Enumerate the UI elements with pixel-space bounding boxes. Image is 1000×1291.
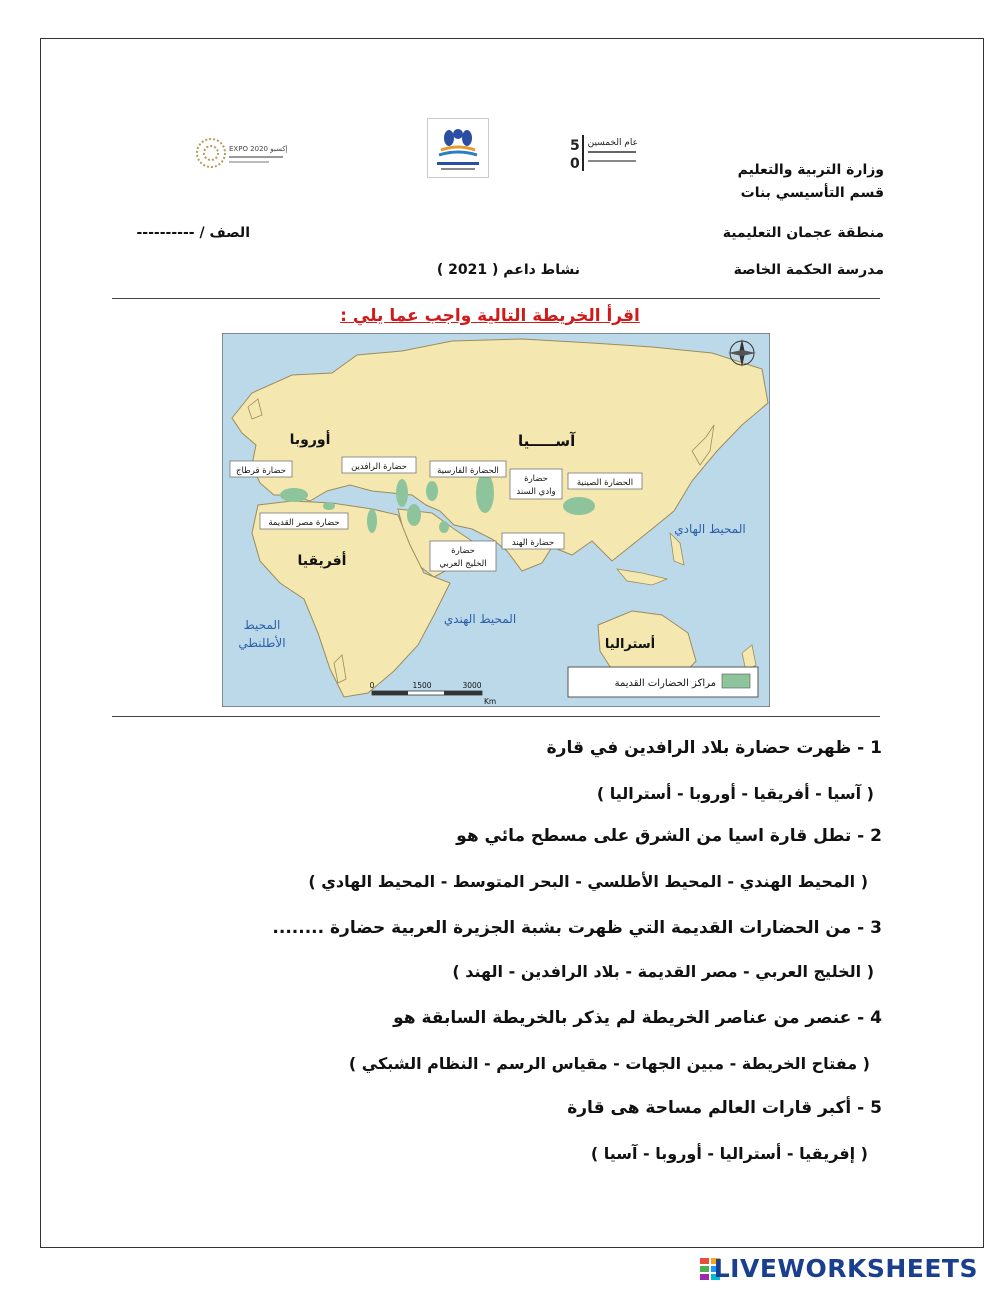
svg-text:المحيط الهندي: المحيط الهندي — [443, 612, 517, 626]
box-india — [502, 533, 564, 549]
expo-2020-logo — [195, 136, 295, 172]
options-2[interactable]: ( المحيط الهندي - المحيط الأطلسي - البحر المتوسط - المحيط الهادي ) — [308, 872, 868, 891]
box-indus — [510, 469, 562, 499]
activity-label: نشاط داعم ( 2021 ) — [436, 262, 580, 278]
question-2: 2 - تطل قارة اسيا من الشرق على مسطح مائي هو — [456, 826, 882, 846]
svg-text:5: 5 — [570, 138, 580, 154]
school-name: مدرسة الحكمة الخاصة — [733, 262, 884, 278]
box-gulf — [430, 541, 496, 571]
box-persia — [430, 461, 506, 477]
svg-text:Km: Km — [484, 697, 497, 706]
class-field: الصف / ---------- — [136, 225, 250, 241]
ministry-name: وزارة التربية والتعليم — [737, 162, 884, 178]
department-name: قسم التأسيسي بنات — [740, 185, 884, 201]
svg-text:حضارة: حضارة — [451, 546, 475, 556]
svg-text:0: 0 — [369, 681, 375, 690]
question-5: 5 - أكبر قارات العالم مساحة هى قارة — [567, 1098, 882, 1118]
svg-text:0: 0 — [570, 156, 580, 172]
civ-center-china — [563, 497, 595, 515]
civ-center-persia — [426, 481, 438, 501]
svg-text:المحيط: المحيط — [243, 618, 281, 632]
options-5[interactable]: ( إفريقيا - أستراليا - أوروبا - آسيا ) — [590, 1144, 868, 1163]
label-atlantic-1 — [244, 618, 281, 632]
svg-text:آســـــيا: آســـــيا — [518, 432, 576, 450]
svg-text:مراكز الحضارات القديمة: مراكز الحضارات القديمة — [614, 678, 716, 689]
svg-text:أفريقيا: أفريقيا — [297, 553, 347, 569]
question-3: 3 - من الحضارات القديمة التي ظهرت بشبة الجزيرة العربية حضارة ........ — [272, 918, 882, 938]
school-logo — [427, 118, 489, 178]
svg-text:أوروبا: أوروبا — [289, 432, 331, 448]
civ-center-mesopotamia — [396, 479, 408, 507]
question-1: 1 - ظهرت حضارة بلاد الرافدين في قارة — [546, 738, 882, 758]
box-carthage — [230, 461, 292, 477]
map-divider — [112, 716, 880, 717]
fifty-logo-text: عام الخمسين — [587, 138, 638, 148]
svg-text:1500: 1500 — [412, 681, 432, 690]
svg-text:المحيط الهادي: المحيط الهادي — [674, 522, 746, 536]
question-4: 4 - عنصر من عناصر الخريطة لم يذكر بالخريطة السابقة هو — [393, 1008, 882, 1028]
box-mesopotamia — [342, 457, 416, 473]
instruction-title: اقرأ الخريطة التالية واجب عما يلي : — [340, 306, 640, 326]
svg-text:الأطلنطي: الأطلنطي — [238, 636, 286, 650]
svg-text:الخليج العربي: الخليج العربي — [439, 559, 487, 569]
svg-text:حضارة الرافدين: حضارة الرافدين — [351, 462, 407, 472]
liveworksheets-brand: LIVEWORKSHEETS — [713, 1254, 978, 1283]
civ-center-egypt — [367, 509, 377, 533]
svg-text:وادي السند: وادي السند — [516, 487, 556, 497]
svg-text:حضارة مصر القديمة: حضارة مصر القديمة — [268, 518, 340, 528]
map-legend — [568, 667, 758, 697]
year-of-fifty-logo — [568, 133, 640, 173]
ancient-civilizations-map — [222, 333, 770, 707]
label-africa — [298, 551, 347, 569]
label-europe — [290, 430, 331, 448]
expo-logo-text: EXPO 2020 إكسبو — [229, 145, 288, 153]
options-4[interactable]: ( مفتاح الخريطة - مبين الجهات - مقياس الرسم - النظام الشبكي ) — [348, 1054, 870, 1073]
civ-center-levant — [407, 504, 421, 526]
civ-center-indus — [476, 473, 494, 513]
civ-center-gulf — [439, 521, 449, 533]
header-divider — [112, 298, 880, 299]
svg-text:حضارة الهند: حضارة الهند — [511, 538, 555, 548]
label-indian-ocean — [444, 612, 516, 626]
label-australia — [605, 635, 655, 652]
svg-text:3000: 3000 — [462, 681, 482, 690]
options-3[interactable]: ( الخليج العربي - مصر القديمة - بلاد الرافدين - الهند ) — [452, 962, 874, 981]
svg-text:الحضارة الصينية: الحضارة الصينية — [576, 478, 634, 488]
box-egypt — [260, 513, 348, 529]
svg-text:أستراليا: أستراليا — [604, 637, 656, 652]
box-china — [568, 473, 642, 489]
label-atlantic-2 — [238, 635, 285, 650]
options-1[interactable]: ( آسيا - أفريقيا - أوروبا - أستراليا ) — [596, 784, 874, 803]
label-asia — [518, 432, 576, 450]
label-pacific — [674, 522, 745, 536]
svg-text:حضارة قرطاج: حضارة قرطاج — [235, 466, 287, 476]
svg-text:الحضارة الفارسية: الحضارة الفارسية — [437, 466, 499, 476]
civ-center-carthage — [280, 488, 308, 502]
svg-text:حضارة: حضارة — [524, 474, 548, 484]
zone-name: منطقة عجمان التعليمية — [722, 225, 884, 241]
